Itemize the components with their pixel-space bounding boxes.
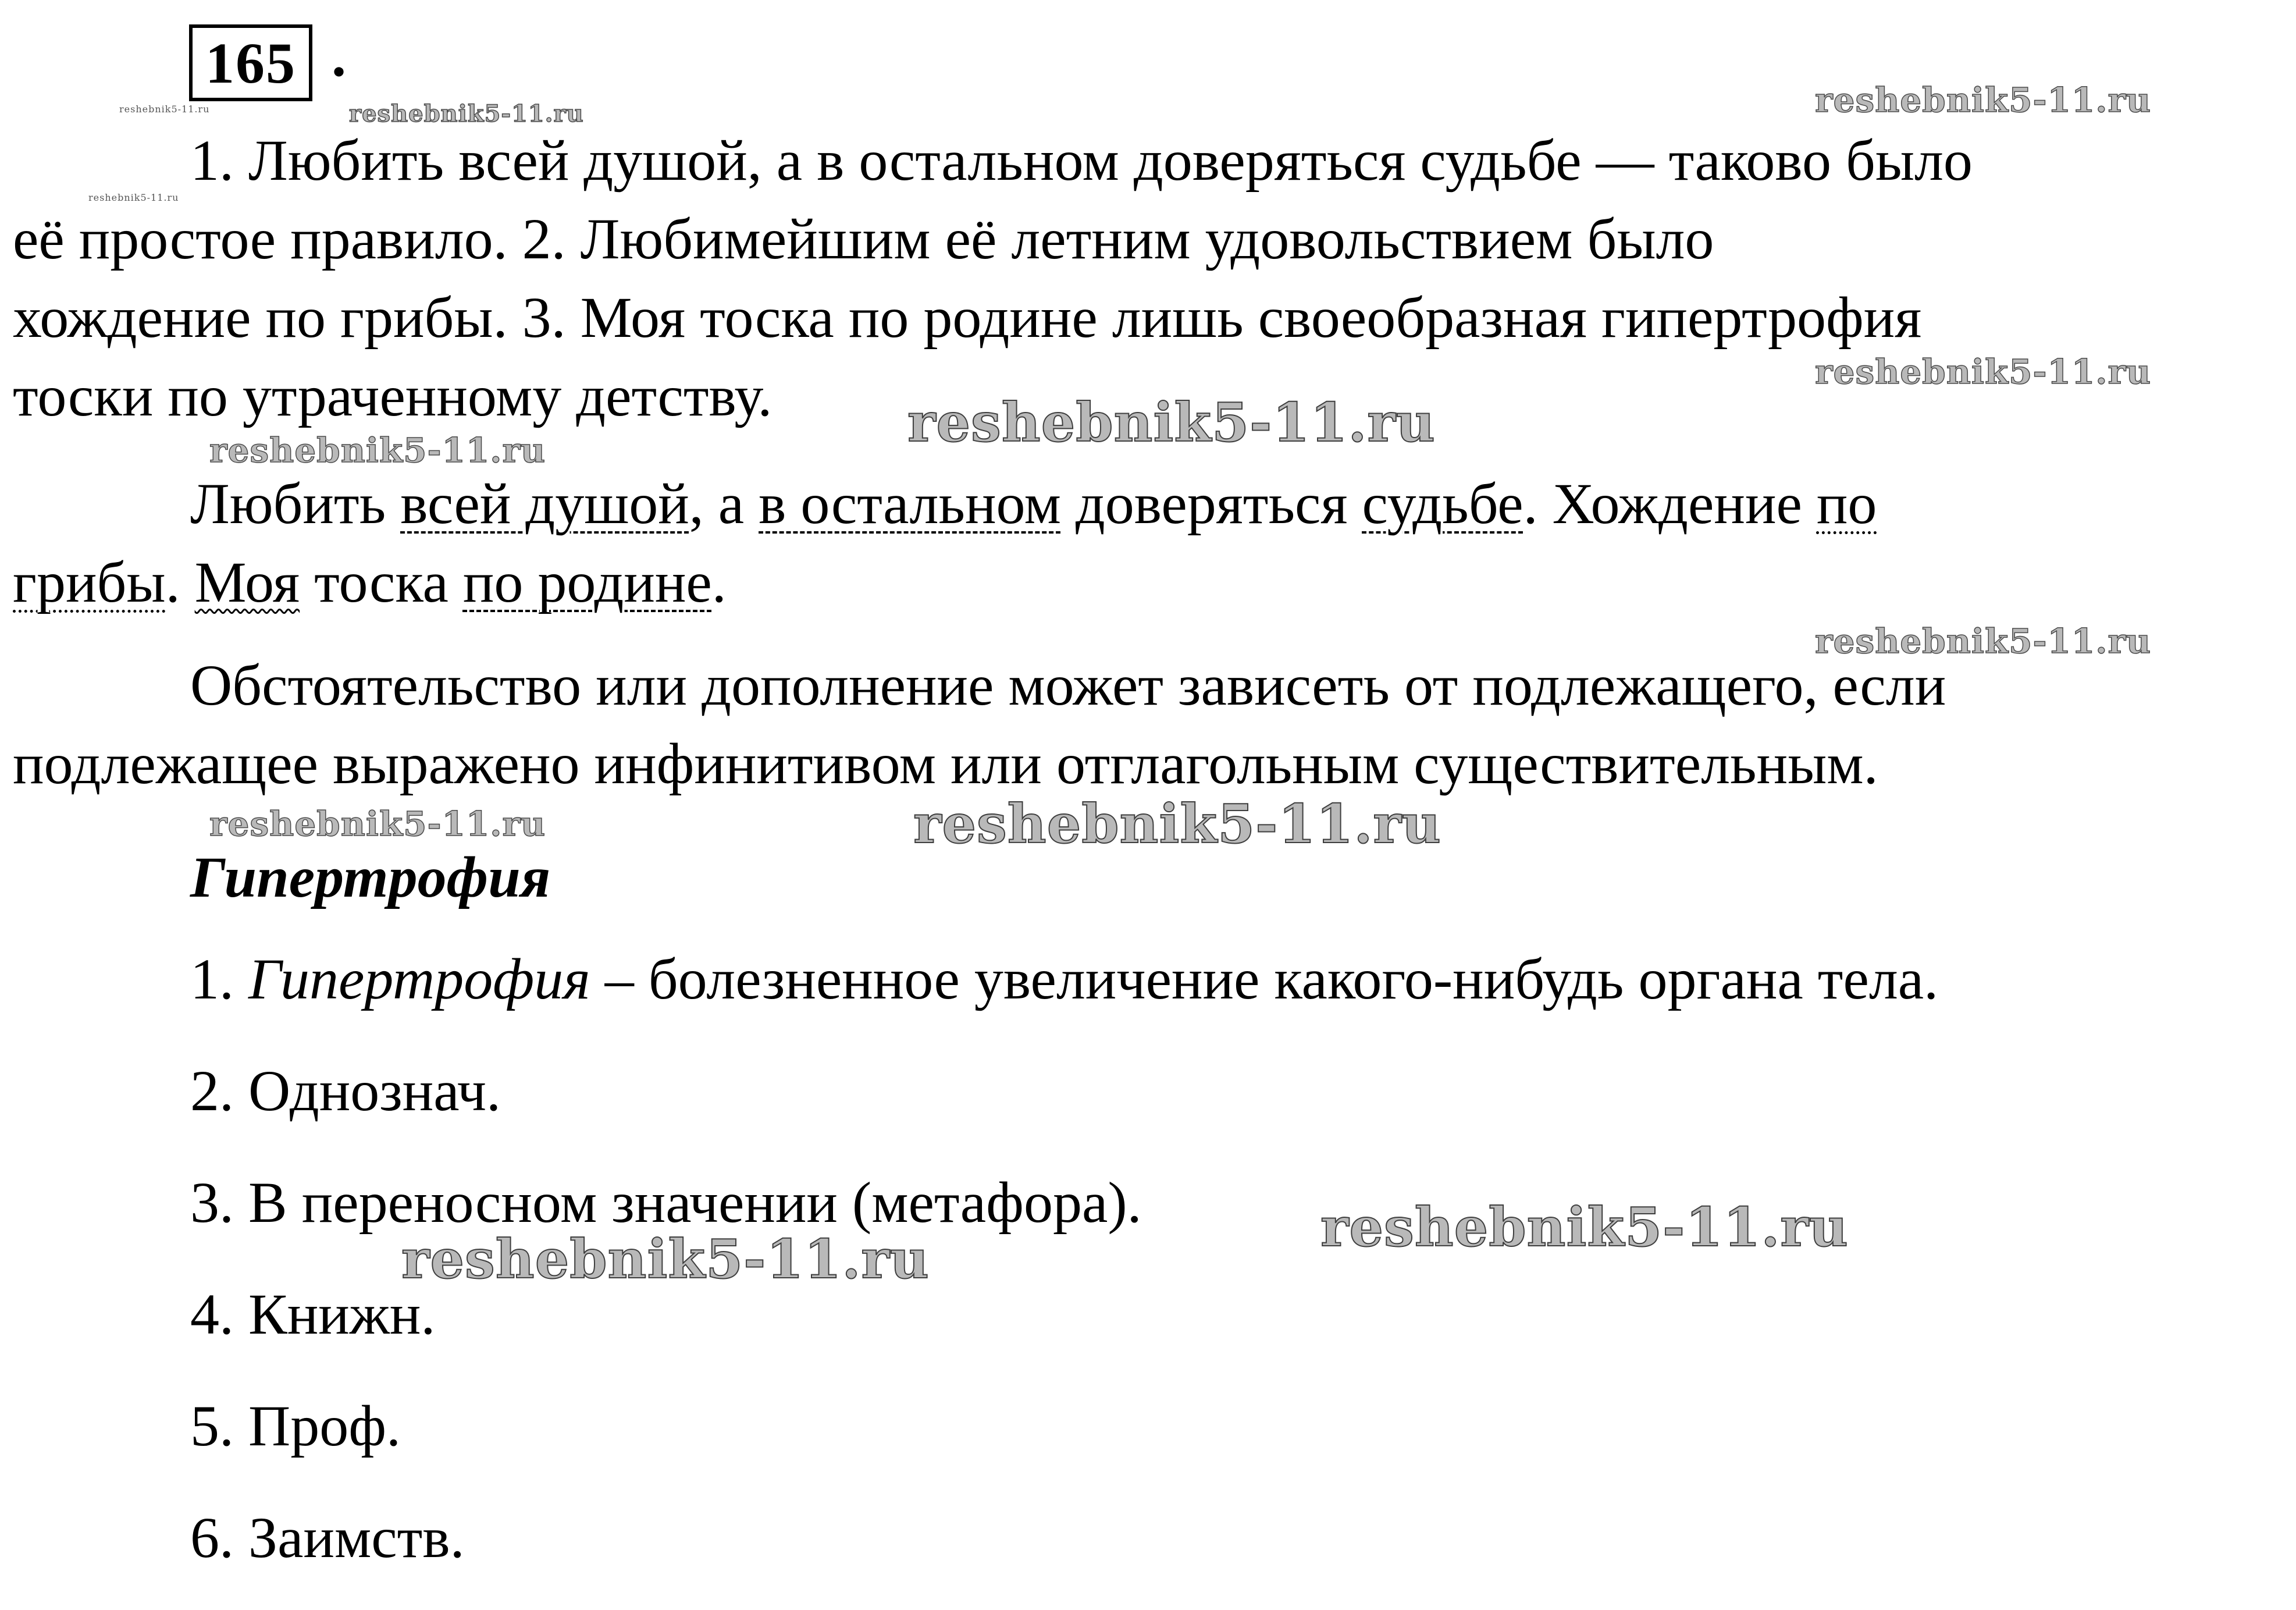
- word: Любить: [190, 471, 401, 536]
- list-item-number: 4.: [190, 1282, 248, 1346]
- paragraph-3-line-1: Обстоятельство или дополнение может зависеть от подлежащего, если: [190, 653, 1946, 717]
- word: , а: [689, 471, 759, 536]
- list-item-number: 6.: [190, 1505, 248, 1570]
- paragraph-2-line-1: [13, 464, 2281, 543]
- list-item-text: В переносном значении (метафора).: [248, 1170, 1142, 1235]
- watermark: reshebnik5-11.ru: [1815, 621, 2152, 661]
- paragraph-3-line-2: подлежащее выражено инфинитивом или отглагольным существительным.: [13, 731, 1878, 796]
- circumstance-underlined: всей душой: [400, 471, 689, 536]
- watermark: reshebnik5-11.ru: [907, 391, 1436, 454]
- word: . Хождение: [1523, 471, 1817, 536]
- list-item-number: 1.: [190, 947, 248, 1011]
- list-item-text: – болезненное увеличение какого-нибудь органа тела.: [590, 947, 1939, 1011]
- list-item-number: 3.: [190, 1170, 248, 1235]
- list-item-text: Заимств.: [248, 1505, 465, 1570]
- word: .: [165, 550, 195, 614]
- list-item-term: Гипертрофия: [248, 947, 590, 1011]
- list-item: [190, 1498, 1938, 1610]
- object-underlined: судьбе: [1362, 471, 1523, 536]
- circumstance-underlined: в остальном: [759, 471, 1061, 536]
- list-item: [190, 1387, 1938, 1498]
- watermark: reshebnik5-11.ru: [1320, 1196, 1849, 1259]
- watermark: reshebnik5-11.ru: [209, 804, 546, 844]
- watermark: reshebnik5-11.ru: [209, 431, 546, 470]
- list-item: [190, 1051, 1938, 1163]
- list-item: [190, 1275, 1938, 1387]
- paragraph-1-line-4: тоски по утраченному детству.: [13, 364, 773, 428]
- list-item-text: Книжн.: [248, 1282, 436, 1346]
- answer-paragraph-3: [13, 646, 2281, 803]
- list-item-number: 5.: [190, 1394, 248, 1458]
- watermark: reshebnik5-11.ru: [913, 792, 1441, 855]
- attribute-underlined: по: [1816, 471, 1877, 536]
- watermark: reshebnik5-11.ru: [1815, 80, 2152, 120]
- word: доверяться: [1060, 471, 1362, 536]
- word: тоска: [300, 550, 463, 614]
- paragraph-2-line-2: [13, 543, 2281, 621]
- paragraph-1-line-1: 1. Любить всей душой, а в остальном доверяться судьбе — таково было: [190, 128, 1973, 193]
- exercise-number: 165: [189, 24, 312, 101]
- watermark: reshebnik5-11.ru: [119, 104, 210, 115]
- watermark: reshebnik5-11.ru: [1815, 352, 2152, 392]
- answer-paragraph-2: [13, 464, 2281, 621]
- attribute-underlined: грибы: [13, 550, 166, 614]
- list-item-number: 2.: [190, 1058, 248, 1123]
- attribute-wavy-underlined: Моя: [194, 550, 300, 614]
- paragraph-1-line-2: её простое правило. 2. Любимейшим её летним удовольствием было: [13, 207, 1714, 271]
- paragraph-1-line-3: хождение по грибы. 3. Моя тоска по родине лишь своеобразная гипертрофия: [13, 285, 1922, 350]
- word: .: [711, 550, 727, 614]
- list-item-text: Однознач.: [248, 1058, 501, 1123]
- exercise-number-dot: .: [332, 24, 346, 88]
- watermark: reshebnik5-11.ru: [88, 192, 179, 203]
- attribute-underlined: по родине: [462, 550, 712, 614]
- list-item: [190, 940, 1938, 1051]
- term-heading: Гипертрофия: [190, 845, 551, 909]
- watermark: reshebnik5-11.ru: [401, 1228, 930, 1291]
- watermark: reshebnik5-11.ru: [349, 100, 584, 127]
- list-item-text: Проф.: [248, 1394, 401, 1458]
